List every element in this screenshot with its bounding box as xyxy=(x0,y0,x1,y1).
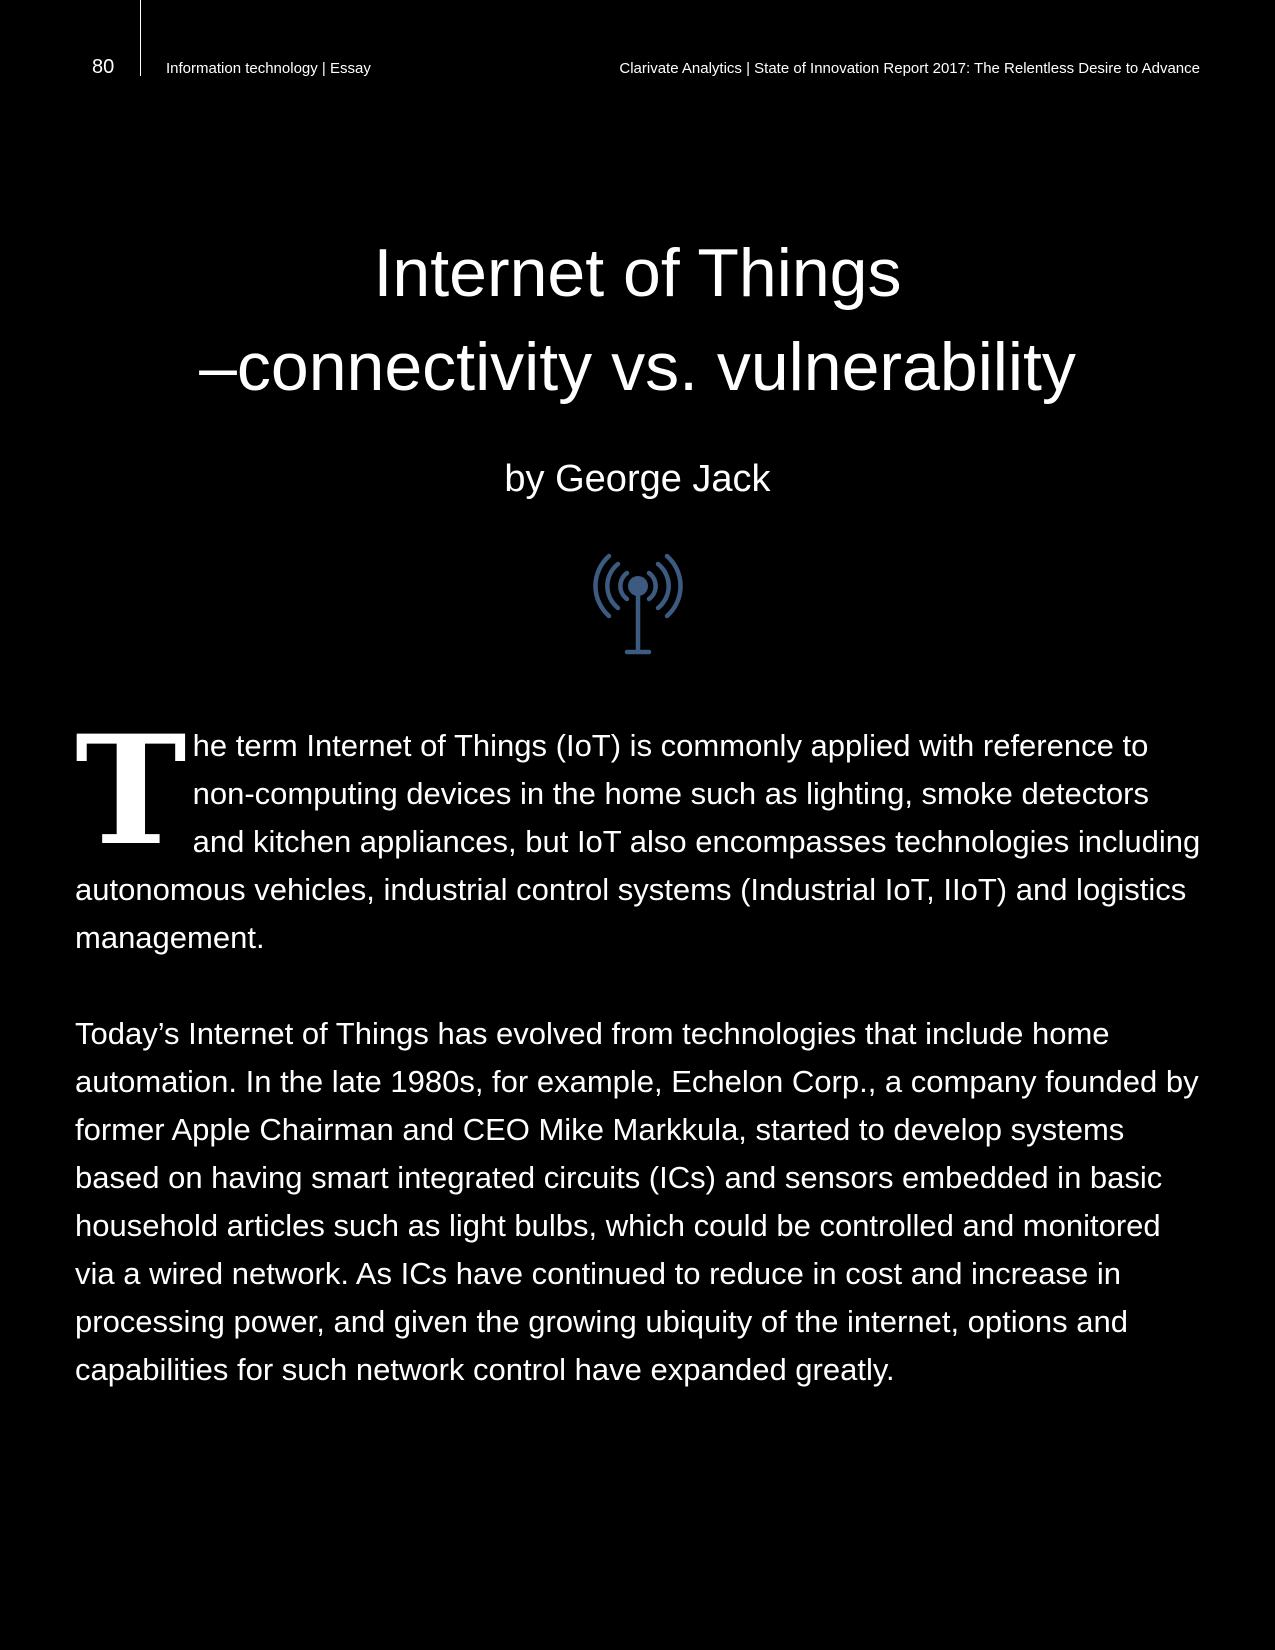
report-title: Clarivate Analytics | State of Innovation Report 2017: The Relentless Desire to Advance xyxy=(619,60,1200,77)
header-divider xyxy=(140,0,141,76)
article-title-line-2: –connectivity vs. vulnerability xyxy=(199,329,1076,405)
paragraph-2: Today’s Internet of Things has evolved from technologies that include home automation. In the late 1980s, for example, Echelon Corp., a company founded by former Apple Chairman and CEO Mike Markkula, started to develop systems based on having smart integrated circuits (ICs) and sensors embedded in basic household articles such as light bulbs, which could be controlled and monitored via a wired network. As ICs have continued to reduce in cost and increase in processing power, and given the growing ubiquity of the internet, options and capabilities for such network control have expanded greatly. xyxy=(75,1016,1199,1387)
section-label: Information technology | Essay xyxy=(166,60,371,77)
paragraph-1-text: he term Internet of Things (IoT) is commonly applied with reference to non-computing devices in the home such as lighting, smoke detectors and kitchen appliances, but IoT also encompasses technologies including autonomous vehicles, industrial control systems (Industrial IoT, IIoT) and logistics management. xyxy=(75,728,1201,955)
drop-cap: T xyxy=(75,703,187,879)
paragraph-1 xyxy=(75,703,1205,962)
article-title xyxy=(0,226,1275,414)
article-title-line-1: Internet of Things xyxy=(373,235,902,311)
byline: by George Jack xyxy=(504,458,771,500)
page-number: 80 xyxy=(92,56,115,78)
antenna-broadcast-icon xyxy=(587,553,689,657)
article-body xyxy=(75,703,1205,1442)
